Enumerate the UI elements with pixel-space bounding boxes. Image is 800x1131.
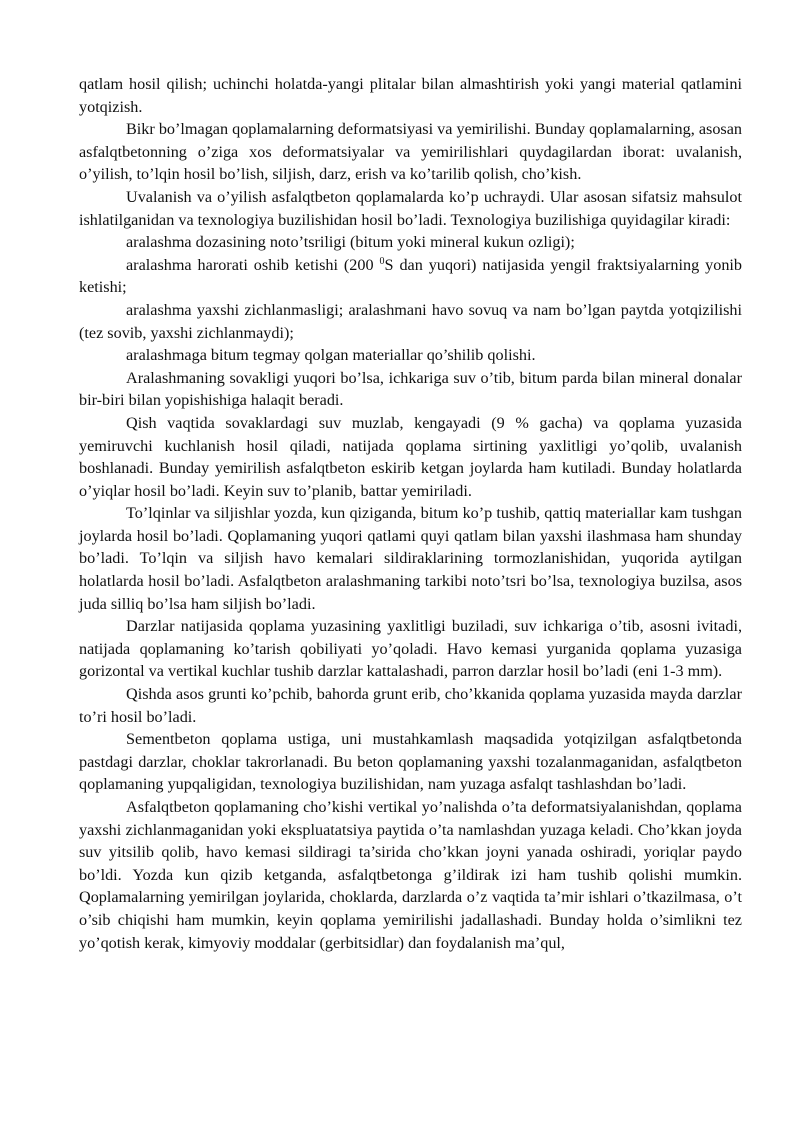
list-item: aralashma dozasining noto’tsriligi (bitum yoki mineral kukun ozligi);	[126, 233, 575, 252]
paragraph: Asfalqtbeton qoplamaning cho’kishi vertikal yo’nalishda o’ta deformatsiyalanishdan, qoplama yaxshi zichlanmaganidan yoki ekspluatatsiya paytida o’ta namlashdan yuzaga keladi. Cho’kkan joyda suv yitsilib qolib, havo kemasi sildiragi ta’sirida cho’kkan joyni yanada oshiradi, yoriqlar paydo bo’ldi. Yozda kun qizib ketganda, asfalqtbetonga g’ildirak izi ham tushib qolishi mumkin. Qoplamalarning yemirilgan joylarida, choklarda, darzlarda o’z vaqtida ta’mir ishlari o’tkazilmasa, o’t o’sib chiqishi ham mumkin, keyin qoplama yemirilishi jadallashadi. Bunday holda o’simlikni tez yo’qotish kerak, kimyoviy moddalar (gerbitsidlar) dan foydalanish ma’qul,	[79, 798, 742, 952]
paragraph: qatlam hosil qilish; uchinchi holatda-yangi plitalar bilan almashtirish yoki yangi material qatlamini yotqizish.	[79, 75, 742, 116]
document-page	[79, 73, 742, 954]
paragraph-heading-deformation: Bikr bo’lmagan qoplamalarning deformatsiyasi va yemirilishi. Bunday qoplamalarning, asosan asfalqtbetonning o’ziga xos deformatsiyalar va yemirilishlari quydagilardan iborat: uvalanish, o’yilish, to’lqin hosil bo’lish, siljish, darz, erish va ko’tarilib qolish, cho’kish.	[79, 120, 742, 184]
text-fragment: aralashma harorati oshib ketishi (200	[126, 255, 380, 274]
paragraph: Qishda asos grunti ko’pchib, bahorda grunt erib, cho’kkanida qoplama yuzasida mayda darzlar to’ri hosil bo’ladi.	[79, 685, 742, 726]
list-item: aralashma yaxshi zichlanmasligi; aralashmani havo sovuq va nam bo’lgan paytda yotqizilishi (tez sovib, yaxshi zichlanmaydi);	[79, 300, 742, 342]
superscript: 0	[379, 255, 385, 267]
paragraph: Darzlar natijasida qoplama yuzasining yaxlitligi buziladi, suv ichkariga o’tib, asosni ivitadi, natijada qoplamaning ko’tarish qobiliyati yo’qoladi. Havo kemasi yurganida qoplama yuzasiga gorizontal va vertikal kuchlar tushib darzlar kattalashadi, parron darzlar hosil bo’ladi (eni 1-3 mm).	[79, 617, 742, 681]
paragraph: Uvalanish va o’yilish asfalqtbeton qoplamalarda ko’p uchraydi. Ular asosan sifatsiz mahsulot ishlatilganidan va texnologiya buzilishidan hosil bo’ladi. Texnologiya buzilishiga quyidagilar kiradi:	[79, 187, 742, 229]
list-item: aralashmaga bitum tegmay qolgan materiallar qo’shilib qolishi.	[126, 346, 536, 365]
paragraph: Sementbeton qoplama ustiga, uni mustahkamlash maqsadida yotqizilgan asfalqtbetonda pastdagi darzlar, choklar takrorlanadi. Bu beton qoplamaning yaxshi tozalanmaganidan, asfalqtbeton qoplamaning yupqaligidan, texnologiya buzilishidan, nam yuzaga asfalqt tashlashdan bo’ladi.	[79, 730, 742, 794]
paragraph: To’lqinlar va siljishlar yozda, kun qiziganda, bitum ko’p tushib, qattiq materiallar kam tushgan joylarda hosil bo’ladi. Qoplamaning yuqori qatlami quyi qatlam bilan yaxshi ilashmasa ham shunday bo’ladi. To’lqin va siljish havo kemalari sildiraklarining tormozlanishidan, yuqorida aytilgan holatlarda hosil bo’ladi. Asfalqtbeton aralashmaning tarkibi noto’tsri bo’lsa, texnologiya buzilsa, asos juda silliq bo’lsa ham siljish bo’ladi.	[79, 504, 742, 613]
paragraph: Qish vaqtida sovaklardagi suv muzlab, kengayadi (9 % gacha) va qoplama yuzasida yemiruvchi kuchlanish hosil qiladi, natijada qoplama sirtining yaxlitligi yo’qolib, uvalanish boshlanadi. Bunday yemirilish asfalqtbeton eskirib ketgan joylarda ham kutiladi. Bunday holatlarda o’yiqlar hosil bo’ladi. Keyin suv to’planib, battar yemiriladi.	[79, 413, 742, 500]
text-fragment: S dan yuqori) natijasida yengil fraktsiyalarning yonib ketishi;	[79, 255, 742, 297]
list-item	[79, 254, 742, 299]
paragraph: Aralashmaning sovakligi yuqori bo’lsa, ichkariga suv o’tib, bitum parda bilan mineral donalar bir-biri bilan yopishishiga halaqit beradi.	[79, 368, 742, 410]
